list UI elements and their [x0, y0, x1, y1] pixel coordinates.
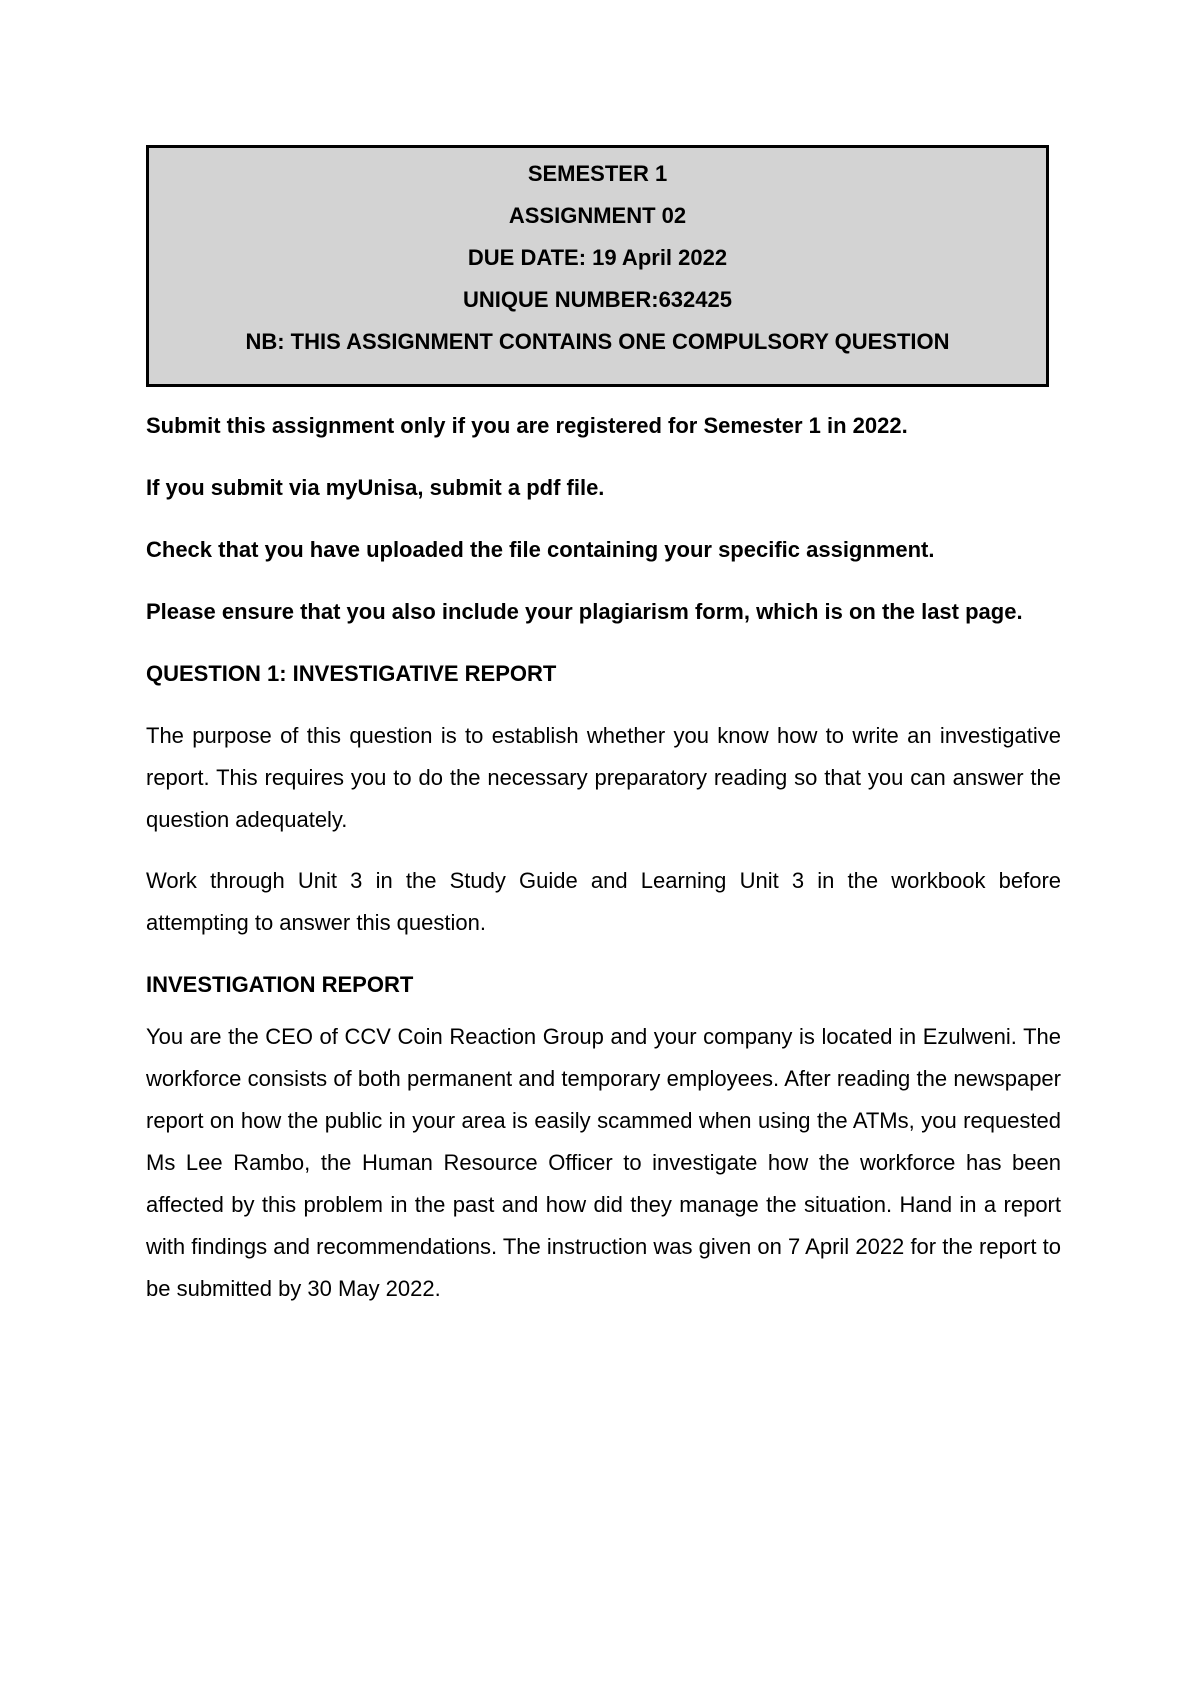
investigation-heading: INVESTIGATION REPORT: [146, 972, 414, 997]
due-date-label: DUE DATE: 19 April 2022: [467, 245, 728, 270]
document-page: [146, 145, 1061, 1310]
instruction-semester: Submit this assignment only if you are registered for Semester 1 in 2022.: [146, 413, 908, 438]
instruction-pdf: If you submit via myUnisa, submit a pdf file.: [146, 475, 605, 500]
instruction-plagiarism-form: Please ensure that you also include your plagiarism form, which is on the last page.: [146, 599, 1023, 624]
investigation-body: You are the CEO of CCV Coin Reaction Group and your company is located in Ezulweni. The workforce consists of both permanent and temporary employees. After reading the newspaper report on how the public in your area is easily scammed when using the ATMs, you requested Ms Lee Rambo, the Human Resource Officer to investigate how the workforce has been affected by this problem in the past and how did they manage the situation. Hand in a report with findings and recommendations. The instruction was given on 7 April 2022 for the report to be submitted by 30 May 2022.: [146, 1024, 1061, 1301]
semester-label: SEMESTER 1: [527, 161, 668, 186]
question-purpose: The purpose of this question is to establish whether you know how to write an investigative report. This requires you to do the necessary preparatory reading so that you can answer the question adequately.: [146, 723, 1061, 832]
assignment-header-box: [146, 145, 1049, 387]
unique-number-label: UNIQUE NUMBER:632425: [463, 287, 732, 312]
question-work-through: Work through Unit 3 in the Study Guide and Learning Unit 3 in the workbook before attempting to answer this question.: [146, 868, 1061, 935]
assignment-label: ASSIGNMENT 02: [508, 203, 687, 228]
instruction-upload-check: Check that you have uploaded the file containing your specific assignment.: [146, 537, 935, 562]
compulsory-note: NB: THIS ASSIGNMENT CONTAINS ONE COMPULSORY QUESTION: [245, 329, 950, 354]
question-heading: QUESTION 1: INVESTIGATIVE REPORT: [146, 661, 557, 686]
